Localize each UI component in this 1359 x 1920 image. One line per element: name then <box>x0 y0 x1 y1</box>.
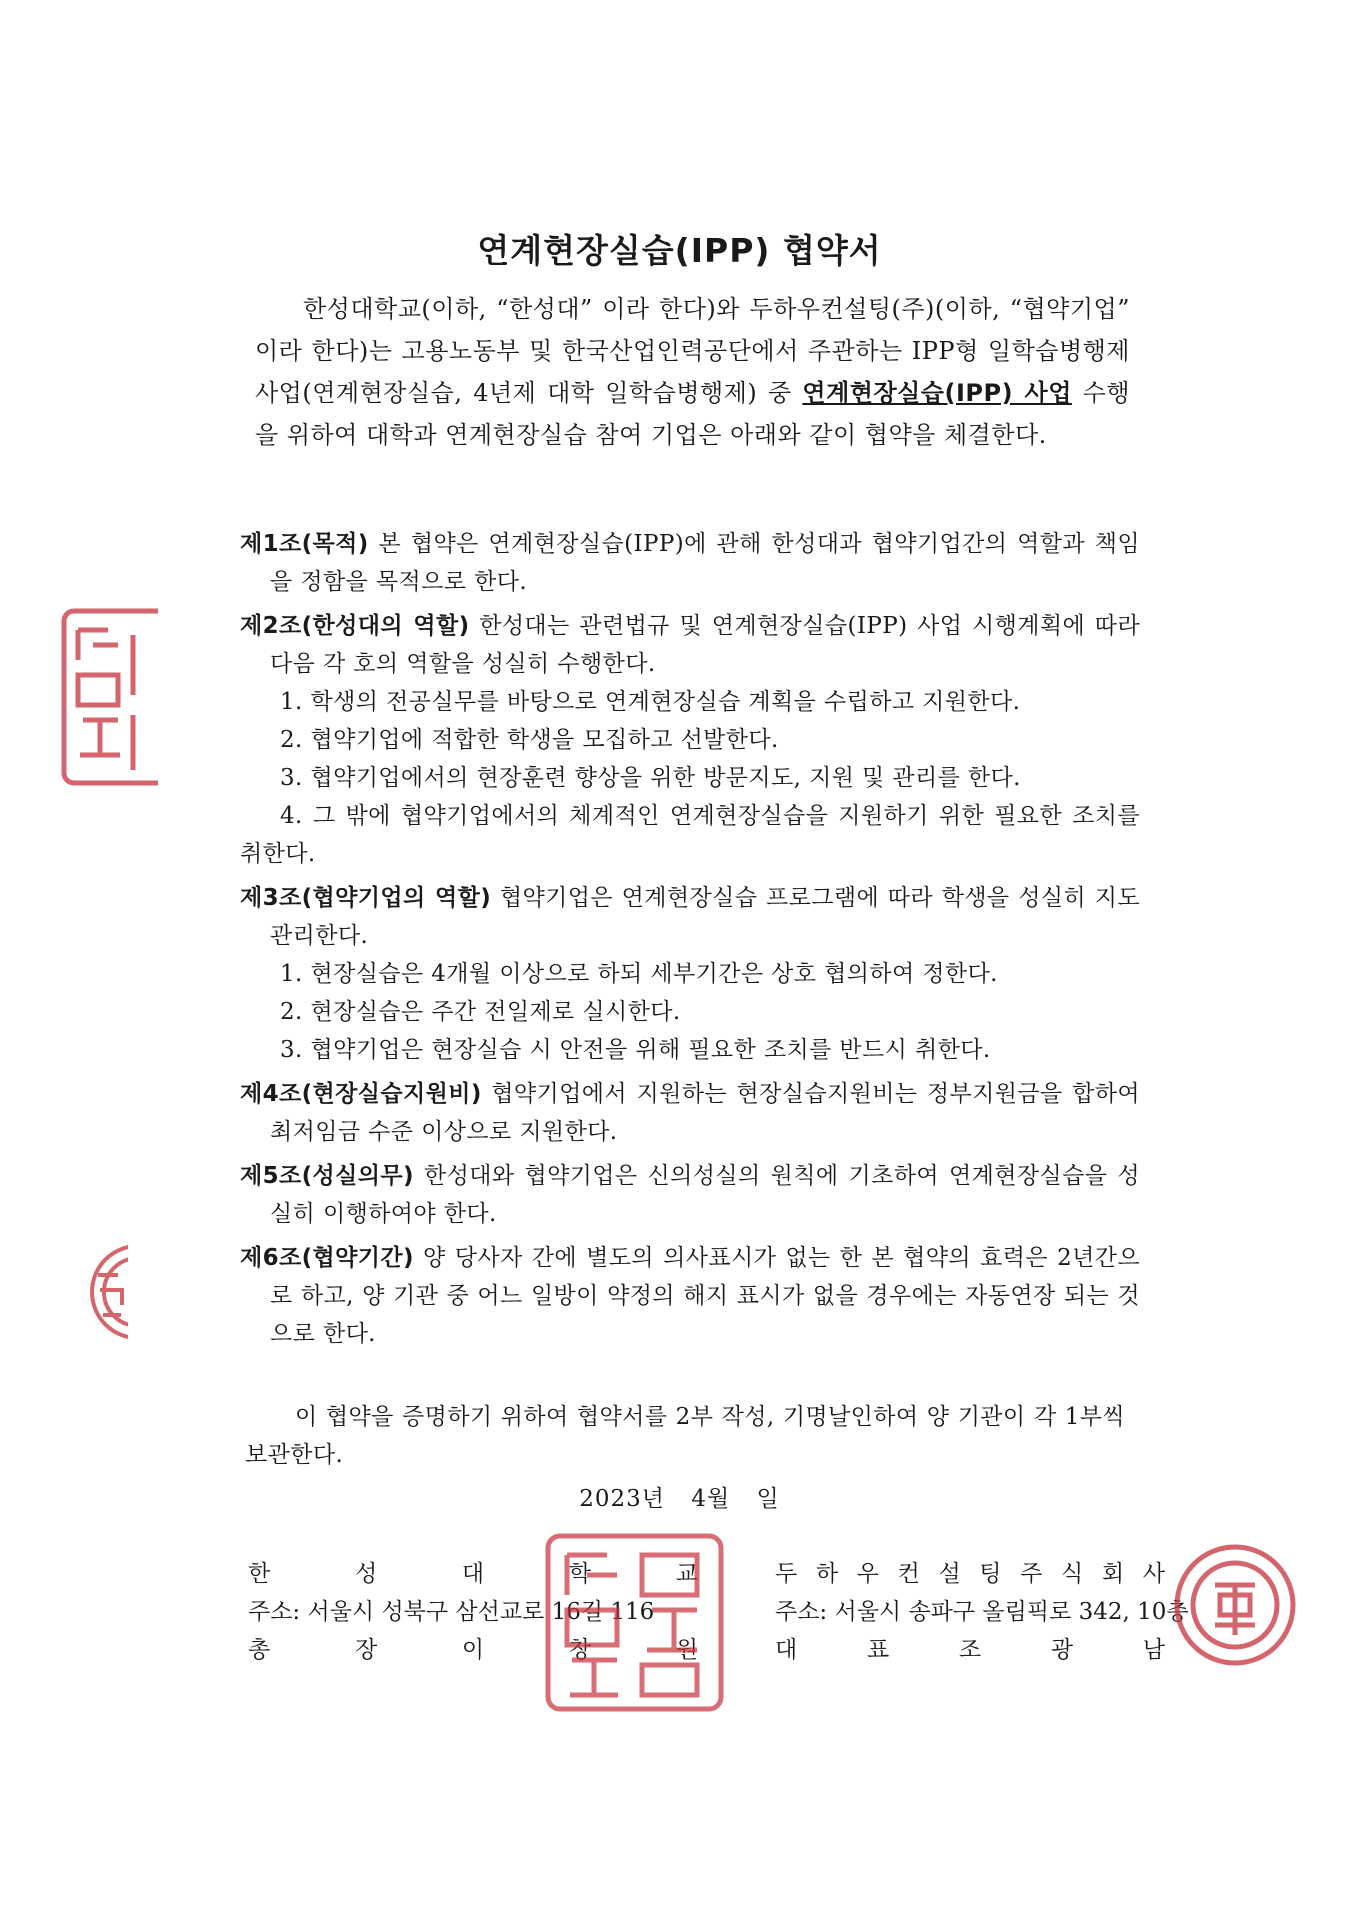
article-body: 양 당사자 간에 별도의 의사표시가 없는 한 본 협약의 효력은 2년간으로 하고, 양 기관 중 어느 일방이 약정의 해지 표시가 없을 경우에는 자동연장 되는 것으로 한다. <box>270 1245 1140 1347</box>
article-5 <box>240 1157 1140 1233</box>
list-item: 1. 현장실습은 4개월 이상으로 하되 세부기간은 상호 협의하여 정한다. <box>280 961 998 987</box>
article-body: 한성대는 관련법규 및 연계현장실습(IPP) 사업 시행계획에 따라 다음 각 호의 역할을 성실히 수행한다. <box>270 613 1140 677</box>
company-seal <box>1170 1540 1300 1670</box>
list-item: 4. 그 밖에 협약기업에서의 체계적인 연계현장실습을 지원하기 위한 필요한 조치를 취한다. <box>240 803 1140 867</box>
university-seal-partial-left <box>58 605 158 790</box>
article-body: 협약기업은 연계현장실습 프로그램에 따라 학생을 성실히 지도 관리한다. <box>270 885 1140 949</box>
company-seal-partial-left <box>58 1240 128 1345</box>
article-heading: 제4조(현장실습지원비) <box>240 1081 482 1107</box>
articles-section <box>240 525 1140 1359</box>
article-heading: 제5조(성실의무) <box>240 1163 414 1189</box>
list-item: 1. 학생의 전공실무를 바탕으로 연계현장실습 계획을 수립하고 지원한다. <box>280 689 1021 715</box>
university-address: 주소: 서울시 성북구 삼선교로 16길 116 <box>248 1599 655 1625</box>
article-6 <box>240 1239 1140 1353</box>
article-heading: 제2조(한성대의 역할) <box>240 613 470 639</box>
article-body: 한성대와 협약기업은 신의성실의 원칙에 기초하여 연계현장실습을 성실히 이행하여야 한다. <box>270 1163 1140 1227</box>
article-body: 협약기업에서 지원하는 현장실습지원비는 정부지원금을 합하여 최저임금 수준 이상으로 지원한다. <box>270 1081 1140 1145</box>
article-heading: 제6조(협약기간) <box>240 1245 414 1271</box>
article-1 <box>240 525 1140 601</box>
article-heading: 제1조(목적) <box>240 531 369 557</box>
agreement-date: 2023년 4월 일 <box>579 1486 780 1512</box>
article-body: 본 협약은 연계현장실습(IPP)에 관해 한성대과 협약기업간의 역할과 책임을 정함을 목적으로 한다. <box>270 531 1140 595</box>
company-ceo: 대 표 조 광 남 <box>775 1637 1165 1663</box>
company-name: 두 하 우 컨 설 팅 주 식 회 사 <box>775 1561 1165 1587</box>
document-title: 연계현장실습(IPP) 협약서 <box>477 231 882 270</box>
intro-text-part2: 수행을 위하여 대학과 연계현장실습 참여 기업은 아래와 같이 협약을 체결한다. <box>255 379 1131 449</box>
closing-paragraph: 이 협약을 증명하기 위하여 협약서를 2부 작성, 기명날인하여 양 기관이 각 1부씩 보관한다. <box>245 1404 1125 1468</box>
article-4 <box>240 1075 1140 1151</box>
university-president: 총 장 이 창 원 <box>248 1637 698 1663</box>
company-signature-block <box>775 1555 1189 1669</box>
list-item: 2. 협약기업에 적합한 학생을 모집하고 선발한다. <box>280 727 779 753</box>
company-address: 주소: 서울시 송파구 올림픽로 342, 10층 <box>775 1599 1189 1625</box>
list-item: 3. 협약기업에서의 현장훈련 향상을 위한 방문지도, 지원 및 관리를 한다. <box>280 765 1021 791</box>
article-2 <box>240 607 1140 873</box>
university-seal <box>542 1530 727 1715</box>
list-item: 2. 현장실습은 주간 전일제로 실시한다. <box>280 999 681 1025</box>
article-heading: 제3조(협약기업의 역할) <box>240 885 492 911</box>
intro-underlined-text: 연계현장실습(IPP) 사업 <box>802 379 1072 407</box>
list-item: 3. 협약기업은 현장실습 시 안전을 위해 필요한 조치를 반드시 취한다. <box>280 1037 991 1063</box>
article-3 <box>240 879 1140 1069</box>
intro-paragraph <box>255 288 1130 456</box>
intro-text-part1: 한성대학교(이하, “한성대” 이라 한다)와 두하우컨설팅(주)(이하, “협약기업” 이라 한다)는 고용노동부 및 한국산업인력공단에서 주관하는 IPP형 일학습병행제 사업(연계현장실습, 4년제 대학 일학습병행제) 중 <box>255 295 1130 407</box>
university-name: 한 성 대 학 교 <box>248 1561 698 1587</box>
